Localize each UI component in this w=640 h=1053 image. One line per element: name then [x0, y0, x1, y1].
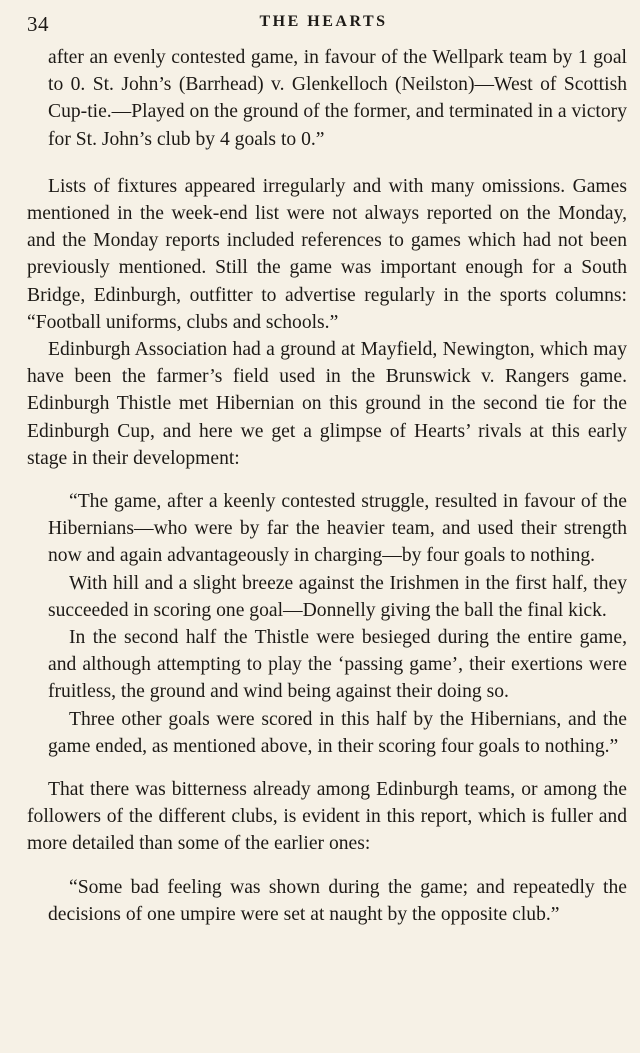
quote-paragraph-5: “Some bad feeling was shown during the game; and repeatedly the decisions of one umpire were set at naught by the opposite club.”: [48, 876, 627, 925]
running-head: THE HEARTS: [259, 13, 388, 30]
block-quote-match-report: [27, 488, 627, 760]
page-header: [27, 12, 620, 38]
paragraph-edinburgh-association: Edinburgh Association had a ground at Mayfield, Newington, which may have been the farmer’s field used in the Brunswick v. Rangers game. Edinburgh Thistle met Hibernian on this ground in the second tie for the Edinburgh Cup, and here we get a glimpse of Hearts’ rivals at this early stage in their development:: [27, 339, 627, 469]
quote-paragraph-4: Three other goals were scored in this half by the Hibernians, and the game ended, as mentioned above, in their scoring four goals to nothing.”: [48, 708, 627, 757]
page-number: 34: [27, 12, 49, 36]
page-body: [27, 44, 627, 928]
paragraph-fixtures: Lists of fixtures appeared irregularly and with many omissions. Games mentioned in the week-end list were not always reported on the Monday, and the Monday reports included references to games which had not been previously mentioned. Still the game was important enough for a South Bridge, Edinburgh, outfitter to advertise regularly in the sports columns: “Football uniforms, clubs and schools.”: [27, 175, 627, 333]
quote-paragraph-1: “The game, after a keenly contested struggle, resulted in favour of the Hibernians—who were by far the heavier team, and used their strength now and again advantageously in charging—by four goals to nothing.: [48, 491, 627, 567]
quote-paragraph-2: With hill and a slight breeze against the Irishmen in the first half, they succeeded in scoring one goal—Donnelly giving the ball the final kick.: [48, 572, 627, 621]
block-quote-bad-feeling: [27, 874, 627, 928]
paragraph-bitterness: That there was bitterness already among Edinburgh teams, or among the followers of the different clubs, is evident in this report, which is fuller and more detailed than some of the earlier ones:: [27, 779, 627, 855]
quote-paragraph-3: In the second half the Thistle were besieged during the entire game, and although attempting to play the ‘passing game’, their exertions were fruitless, the ground and wind being against their doing so.: [48, 627, 627, 703]
paragraph-continued: after an evenly contested game, in favour of the Wellpark team by 1 goal to 0. St. John’s (Barrhead) v. Glenkelloch (Neilston)—West of Scottish Cup-tie.—Played on the ground of the former, and terminated in a victory for St. John’s club by 4 goals to 0.”: [48, 47, 627, 150]
